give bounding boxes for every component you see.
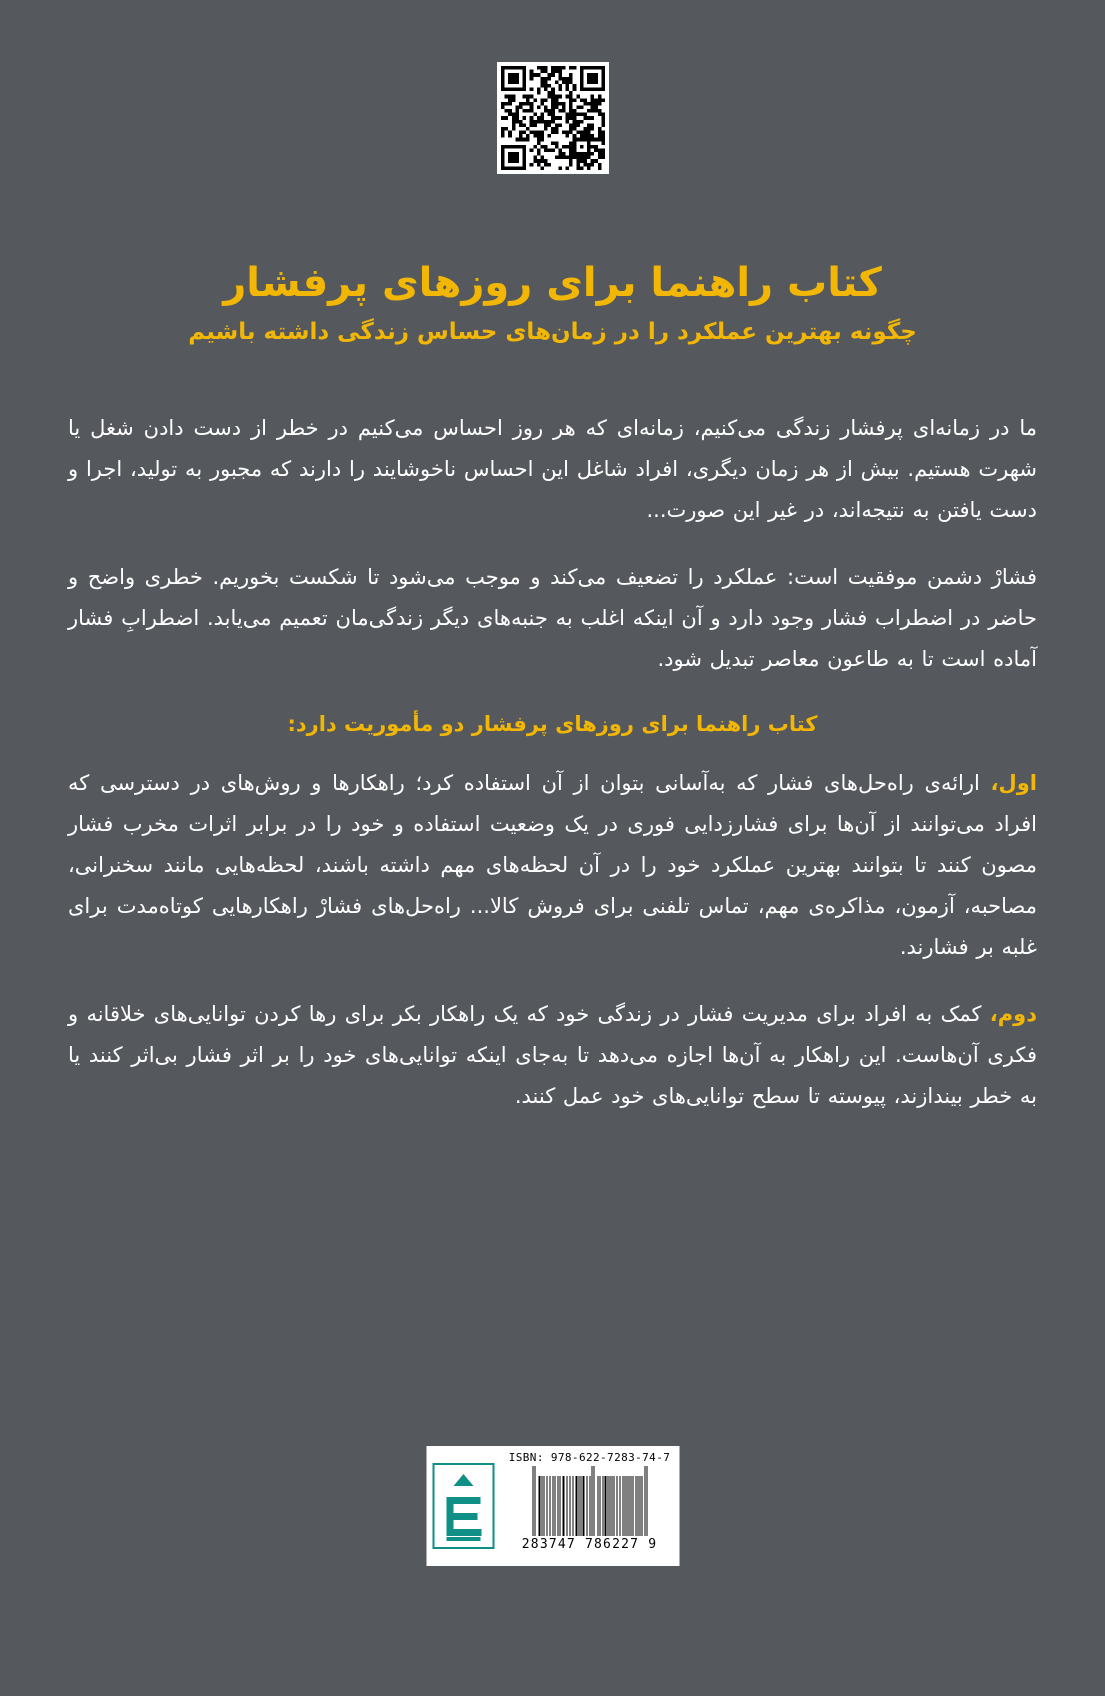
paragraph-point-1	[68, 763, 1037, 968]
point-1-text: ارائه‌ی راه‌حل‌های فشار که به‌آسانی بتوان از آن استفاده کرد؛ راهکارها و روش‌های در دسترسی که افراد می‌توانند از آن‌ها برای فشارزدایی فوری در یک وضعیت استفاده و خود را در برابر اثرات مخرب فشار مصون کنند تا بتوانند بهترین عملکرد خود را در آن لحظه‌های مهم داشته باشند، لحظه‌هایی مانند سخنرانی، مصاحبه، آزمون، مذاکره‌ی مهم، تماس تلفنی برای فروش کالا... راه‌حل‌های فشارْ راهکارهایی کوتاه‌مدت برای غلبه بر فشارند.	[68, 771, 1037, 960]
page-title: کتاب راهنما برای روزهای پرفشار	[223, 260, 882, 306]
paragraph-2: فشارْ دشمن موفقیت است: عملکرد را تضعیف می‌کند و موجب می‌شود تا شکست بخوریم. خطری واضح و حاضر در اضطراب فشار وجود دارد و آن اینکه اغلب به جنبه‌های دیگر زندگی‌مان تعمیم می‌یابد. اضطرابِ فشار آماده است تا به طاعون معاصر تبدیل شود.	[68, 564, 1037, 671]
body-text	[68, 408, 1037, 1117]
point-2-label: دوم،	[989, 1002, 1037, 1027]
point-2-text: کمک به افراد برای مدیریت فشار در زندگی خود که یک راهکار بکر برای رها کردن توانایی‌های خلاقانه و فکری آن‌هاست. این راهکار به آن‌ها اجازه می‌دهد تا به‌جای اینکه توانایی‌های خود را بر اثر فشار بی‌اثر کنند یا به خطر بیندازند، پیوسته تا سطح توانایی‌های خود عمل کنند.	[68, 1002, 1037, 1108]
qr-code-canvas	[501, 66, 605, 170]
paragraph-point-2	[68, 994, 1037, 1117]
ean-digits: 9 786227 283747	[521, 1537, 658, 1552]
barcode-box	[500, 1446, 679, 1566]
qr-code[interactable]	[497, 62, 609, 174]
point-1-label: اول،	[990, 771, 1037, 796]
publisher-logo	[426, 1446, 500, 1566]
barcode-strip	[426, 1446, 679, 1566]
ean-barcode	[532, 1466, 647, 1536]
mission-heading: کتاب راهنما برای روزهای پرفشار دو مأموریت دارد:	[287, 711, 818, 736]
isbn-label: ISBN: 978-622-7283-74-7	[508, 1451, 671, 1464]
title-block	[60, 258, 1045, 348]
paragraph-1: ما در زمانه‌ای پرفشار زندگی می‌کنیم، زمانه‌ای که هر روز احساس می‌کنیم در خطر از دست دادن شغل یا شهرت هستیم. بیش از هر زمان دیگری، افراد شاغل این احساس ناخوشایند را دارند که مجبور به تولید، اجرا و دست یافتن به نتیجه‌اند، در غیر این صورت...	[68, 416, 1037, 522]
page-subtitle: چگونه بهترین عملکرد را در زمان‌های حساس زندگی داشته باشیم	[188, 319, 917, 345]
